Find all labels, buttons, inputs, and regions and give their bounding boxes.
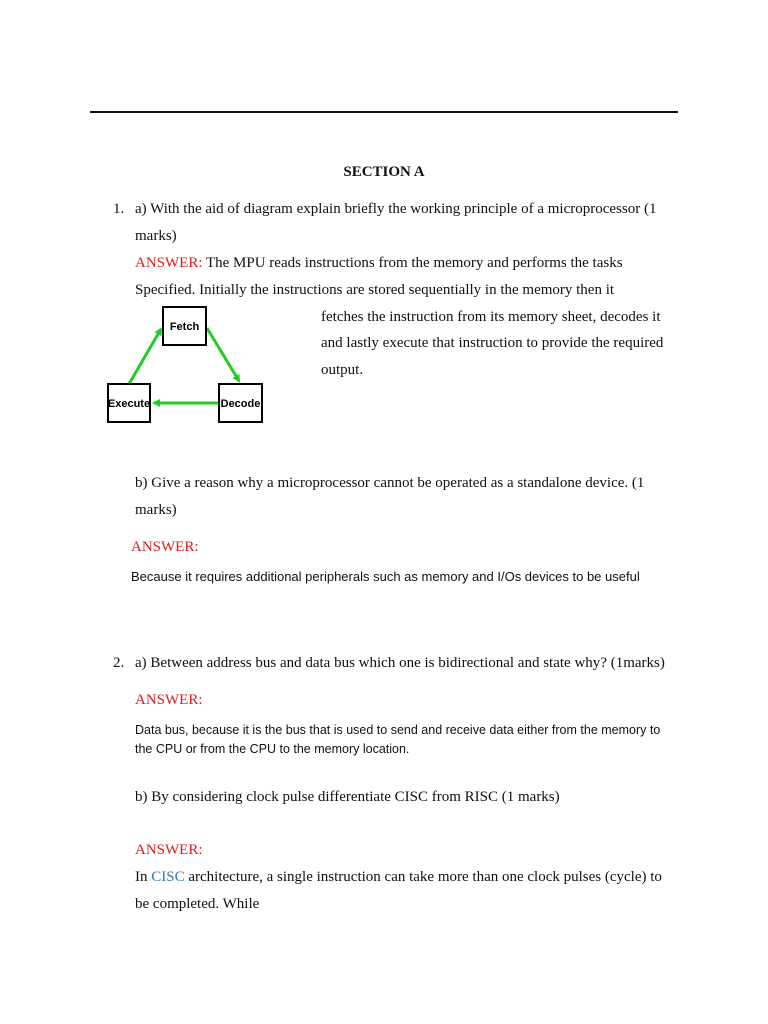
q2a-answer-line2: the CPU or from the CPU to the memory location. (135, 742, 410, 756)
execute-label: Execute (107, 398, 151, 410)
q2b-answer-rest: architecture, a single instruction can take more than one clock pulses (cycle) to (184, 869, 662, 885)
q2a-answer-label: ANSWER: (135, 692, 203, 708)
fetch-label: Fetch (169, 321, 200, 333)
q2a-answer-line1: Data bus, because it is the bus that is used to send and receive data either from the memory to (135, 723, 661, 737)
q1a-text-line2: marks) (135, 228, 177, 244)
q1a-answer-line4: and lastly execute that instruction to provide the required (321, 335, 664, 351)
q2b-text: b) By considering clock pulse differentiate CISC from RISC (1 marks) (135, 789, 560, 805)
decode-label: Decode (220, 398, 261, 410)
answer-label: ANSWER: (135, 255, 203, 271)
q1-number: 1. (113, 201, 125, 217)
q1a-text-line1: a) With the aid of diagram explain briefly the working principle of a microprocessor (1 (135, 201, 657, 217)
q2b-answer-label: ANSWER: (135, 842, 203, 858)
q2a-text: a) Between address bus and data bus which one is bidirectional and state why? (1marks) (135, 655, 665, 671)
answer-text: The MPU reads instructions from the memory and performs the tasks (202, 255, 623, 271)
fetch-decode-execute-diagram (100, 300, 275, 430)
header-rule (90, 111, 678, 113)
section-title: SECTION A (343, 164, 425, 180)
q1a-answer-line3: fetches the instruction from its memory sheet, decodes it (321, 309, 661, 325)
q1a-answer-line2: Specified. Initially the instructions are stored sequentially in the memory then it (135, 282, 615, 298)
cisc-term: CISC (151, 869, 185, 885)
q2b-answer-line2: be completed. While (135, 896, 260, 912)
q2b-answer-prefix: In (135, 869, 152, 885)
q1b-answer-text: Because it requires additional peripherals such as memory and I/Os devices to be useful (131, 569, 640, 584)
arrow-fetch-to-decode (207, 328, 239, 381)
arrow-execute-to-fetch (129, 329, 161, 384)
q1a-answer-line1 (135, 253, 623, 273)
q1b-text-line2: marks) (135, 502, 177, 518)
q1b-answer-label: ANSWER: (131, 539, 199, 555)
q2-number: 2. (113, 655, 125, 671)
q1b-text-line1: b) Give a reason why a microprocessor cannot be operated as a standalone device. (1 (135, 475, 645, 491)
q1a-answer-line5: output. (321, 362, 364, 378)
q2b-answer-line1 (135, 867, 662, 887)
